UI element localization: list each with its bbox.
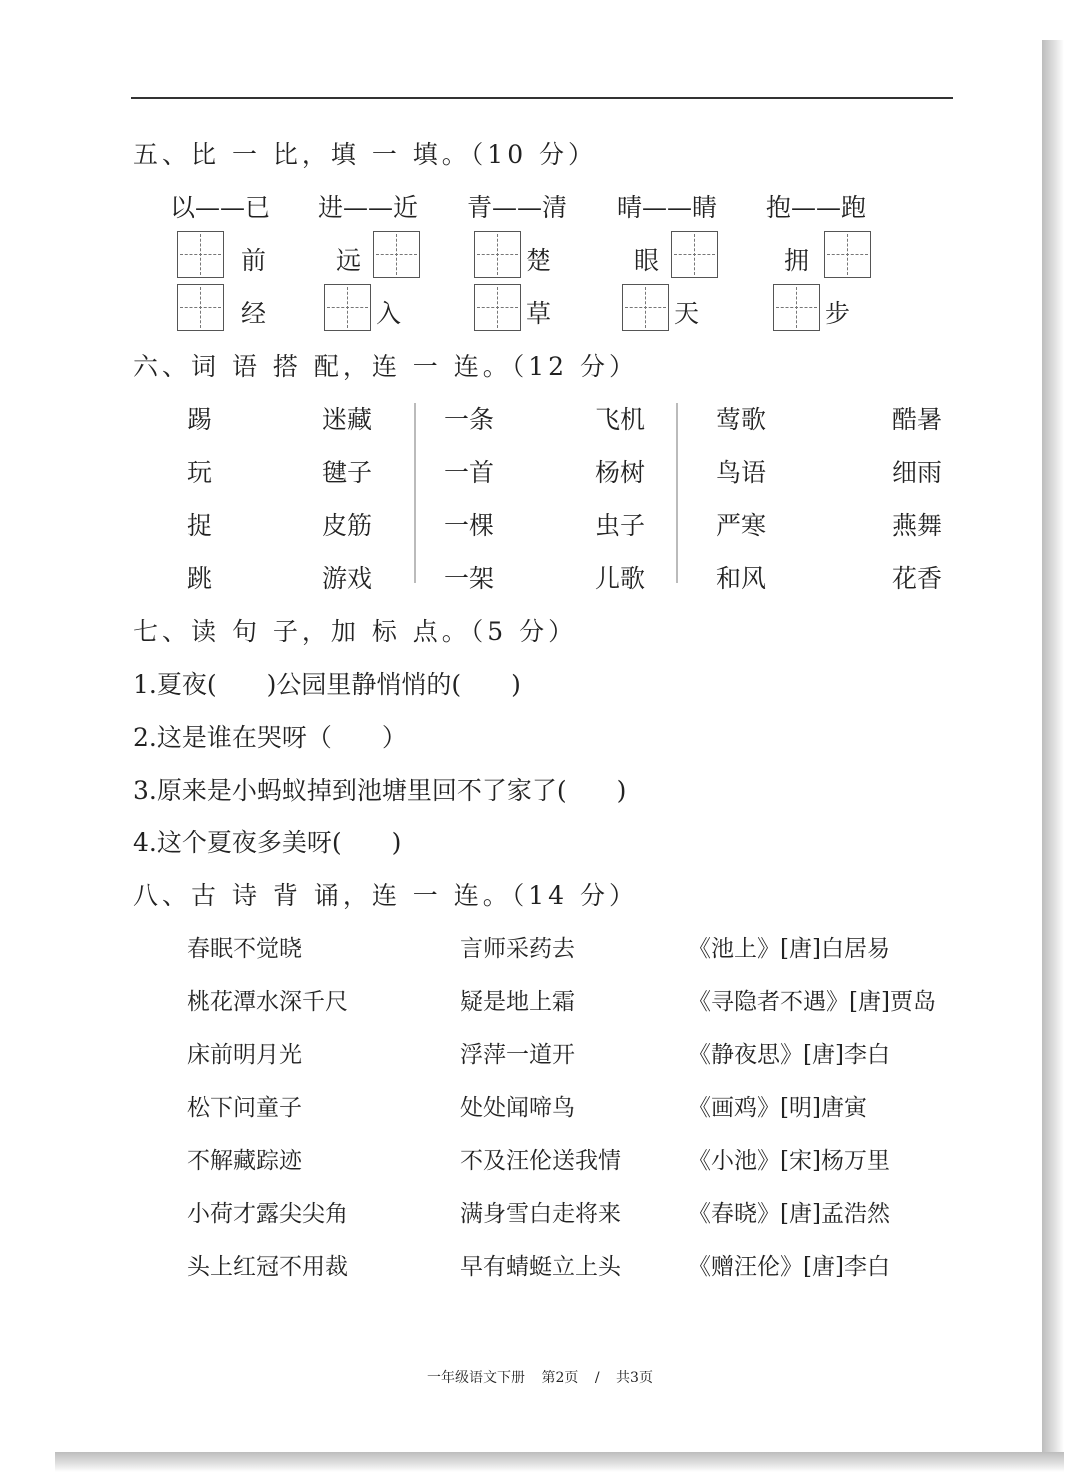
tianzige-box[interactable]	[773, 284, 820, 331]
match-item[interactable]: 皮筋	[322, 511, 373, 540]
section-8-title: 八、古 诗 背 诵，连 一 连。（14 分）	[133, 881, 638, 910]
footer-total: 共3页	[616, 1370, 653, 1386]
tianzige-box[interactable]	[622, 284, 669, 331]
match-item[interactable]: 一首	[444, 458, 495, 487]
poem-title[interactable]: 《画鸡》[明]唐寅	[688, 1095, 867, 1121]
word-char: 步	[825, 299, 851, 328]
poem-line[interactable]: 不及汪伦送我情	[460, 1148, 621, 1174]
section-5-title: 五、比 一 比，填 一 填。（10 分）	[133, 140, 598, 169]
poem-line[interactable]: 桃花潭水深千尺	[187, 989, 348, 1015]
poem-title[interactable]: 《春晓》[唐]孟浩然	[688, 1201, 890, 1227]
tianzige-box[interactable]	[671, 231, 718, 278]
char-pair: 抱——跑	[766, 193, 867, 222]
page-shadow-right	[1042, 40, 1064, 1460]
word-char: 前	[241, 246, 267, 275]
sentence: 4.这个夏夜多美呀( )	[133, 828, 402, 857]
match-item[interactable]: 毽子	[322, 458, 373, 487]
match-item[interactable]: 儿歌	[595, 564, 646, 593]
poem-line[interactable]: 处处闻啼鸟	[460, 1095, 575, 1121]
header-rule	[131, 97, 953, 99]
char-pair: 晴——睛	[617, 193, 718, 222]
poem-line[interactable]: 小荷才露尖尖角	[187, 1201, 348, 1227]
page-shadow-bottom	[55, 1452, 1064, 1472]
section-6-title: 六、词 语 搭 配，连 一 连。（12 分）	[133, 352, 638, 381]
footer-book: 一年级语文下册	[427, 1370, 526, 1386]
match-item[interactable]: 鸟语	[716, 458, 767, 487]
column-divider	[676, 403, 678, 583]
poem-title[interactable]: 《池上》[唐]白居易	[688, 936, 890, 962]
poem-line[interactable]: 浮萍一道开	[460, 1042, 575, 1068]
match-item[interactable]: 杨树	[595, 458, 646, 487]
poem-line[interactable]: 松下问童子	[187, 1095, 302, 1121]
sentence: 3.原来是小蚂蚁掉到池塘里回不了家了( )	[133, 776, 627, 805]
match-item[interactable]: 燕舞	[892, 511, 943, 540]
poem-line[interactable]: 早有蜻蜓立上头	[460, 1254, 621, 1280]
char-pair: 青——清	[467, 193, 568, 222]
poem-line[interactable]: 言师采药去	[460, 936, 575, 962]
poem-line[interactable]: 床前明月光	[187, 1042, 302, 1068]
word-char: 入	[376, 299, 402, 328]
char-pair: 以——已	[170, 193, 271, 222]
tianzige-box[interactable]	[474, 284, 521, 331]
word-char: 楚	[526, 246, 552, 275]
tianzige-box[interactable]	[177, 231, 224, 278]
tianzige-box[interactable]	[373, 231, 420, 278]
tianzige-box[interactable]	[474, 231, 521, 278]
poem-title[interactable]: 《静夜思》[唐]李白	[688, 1042, 890, 1068]
match-item[interactable]: 游戏	[322, 564, 373, 593]
section-7-title: 七、读 句 子，加 标 点。（5 分）	[133, 617, 578, 646]
word-char: 远	[336, 246, 362, 275]
tianzige-box[interactable]	[824, 231, 871, 278]
match-item[interactable]: 酷暑	[892, 405, 943, 434]
match-item[interactable]: 细雨	[892, 458, 943, 487]
match-item[interactable]: 捉	[187, 511, 213, 540]
tianzige-box[interactable]	[324, 284, 371, 331]
match-item[interactable]: 踢	[187, 405, 213, 434]
tianzige-box[interactable]	[177, 284, 224, 331]
match-item[interactable]: 一棵	[444, 511, 495, 540]
match-item[interactable]: 花香	[892, 564, 943, 593]
match-item[interactable]: 严寒	[716, 511, 767, 540]
footer-page: 第2页	[541, 1370, 579, 1386]
poem-line[interactable]: 春眠不觉晓	[187, 936, 302, 962]
word-char: 拥	[784, 246, 810, 275]
poem-line[interactable]: 疑是地上霜	[460, 989, 575, 1015]
match-item[interactable]: 飞机	[595, 405, 646, 434]
match-item[interactable]: 莺歌	[716, 405, 767, 434]
word-char: 眼	[634, 246, 660, 275]
match-item[interactable]: 一条	[444, 405, 495, 434]
poem-line[interactable]: 头上红冠不用裁	[187, 1254, 348, 1280]
word-char: 草	[526, 299, 552, 328]
match-item[interactable]: 一架	[444, 564, 495, 593]
match-item[interactable]: 和风	[716, 564, 767, 593]
sentence: 1.夏夜( )公园里静悄悄的( )	[133, 670, 521, 699]
footer-sep: /	[594, 1370, 600, 1386]
match-item[interactable]: 跳	[187, 564, 213, 593]
char-pair: 进——近	[318, 193, 419, 222]
poem-title[interactable]: 《寻隐者不遇》[唐]贾岛	[688, 989, 936, 1015]
poem-title[interactable]: 《小池》[宋]杨万里	[688, 1148, 890, 1174]
column-divider	[414, 403, 416, 583]
match-item[interactable]: 玩	[187, 458, 213, 487]
word-char: 经	[241, 299, 267, 328]
page-footer	[0, 1367, 1080, 1387]
poem-title[interactable]: 《赠汪伦》[唐]李白	[688, 1254, 890, 1280]
poem-line[interactable]: 满身雪白走将来	[460, 1201, 621, 1227]
poem-line[interactable]: 不解藏踪迹	[187, 1148, 302, 1174]
sentence: 2.这是谁在哭呀（ ）	[133, 723, 407, 752]
word-char: 天	[674, 299, 700, 328]
match-item[interactable]: 虫子	[595, 511, 646, 540]
match-item[interactable]: 迷藏	[322, 405, 373, 434]
